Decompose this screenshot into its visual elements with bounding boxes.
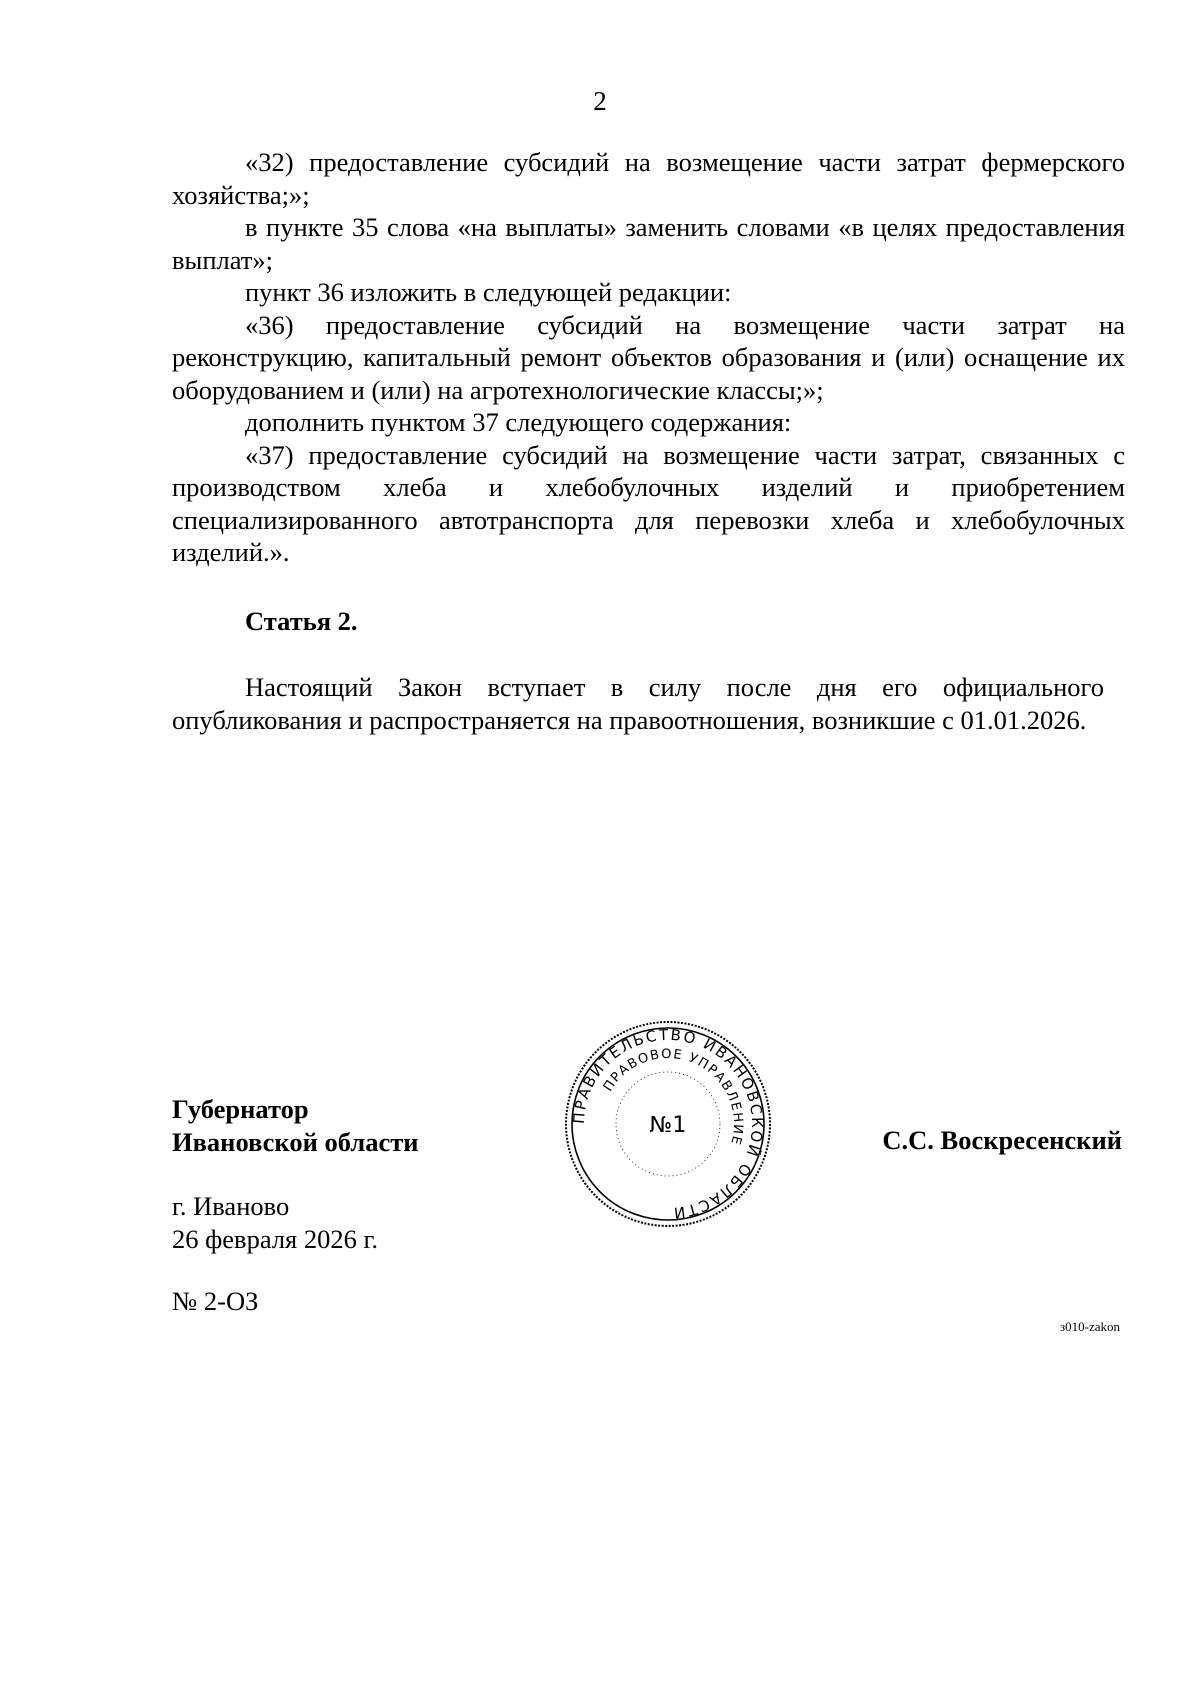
signing-date: 26 февраля 2026 г.	[172, 1223, 378, 1254]
paragraph-item-35: в пункте 35 слова «на выплаты» заменить словами «в целях предоставления выплат»;	[172, 212, 1125, 275]
paragraph-item-37-intro: дополнить пунктом 37 следующего содержания:	[245, 407, 792, 437]
official-seal	[563, 1019, 773, 1229]
signatory-title-line1: Губернатор	[172, 1094, 309, 1124]
document-code: з010-zakon	[1059, 1319, 1120, 1334]
signing-place: г. Иваново	[172, 1191, 290, 1221]
article-body	[172, 671, 1104, 736]
signatory-title	[172, 1093, 419, 1158]
signatory-title-line2: Ивановской области	[172, 1126, 419, 1157]
law-number: № 2-ОЗ	[172, 1286, 259, 1316]
paragraph-item-32: «32) предоставление субсидий на возмещение части затрат фермерского хозяйства;»;	[172, 147, 1125, 210]
seal-inner-text: ПРАВОВОЕ УПРАВЛЕНИЕ	[600, 1046, 746, 1148]
place-and-date	[172, 1190, 378, 1255]
page-number: 2	[593, 86, 607, 116]
seal-outer-text: ПРАВИТЕЛЬСТВО ИВАНОВСКОЙ ОБЛАСТИ	[569, 1025, 767, 1223]
paragraph-item-36: «36) предоставление субсидий на возмещение части затрат на реконструкцию, капитальный ремонт объектов образования и (или) оснащение их оборудованием и (или) на агротехнологические классы;»;	[172, 309, 1125, 405]
article-paragraph: Настоящий Закон вступает в силу после дня его официального опубликования и распространяется на правоотношения, возникшие с 01.01.2026.	[172, 672, 1104, 735]
paragraph-item-37: «37) предоставление субсидий на возмещение части затрат, связанных с производством хлеба и хлебобулочных изделий и приобретением специализированного автотранспорта для перевозки хлеба и хлебобулочных изделий.».	[172, 439, 1125, 567]
signatory-name: С.С. Воскресенский	[882, 1125, 1122, 1155]
article-heading: Статья 2.	[245, 606, 358, 636]
seal-number: №1	[649, 1113, 687, 1138]
paragraph-item-36-intro: пункт 36 изложить в следующей редакции:	[245, 277, 732, 307]
amendment-text	[172, 146, 1125, 569]
